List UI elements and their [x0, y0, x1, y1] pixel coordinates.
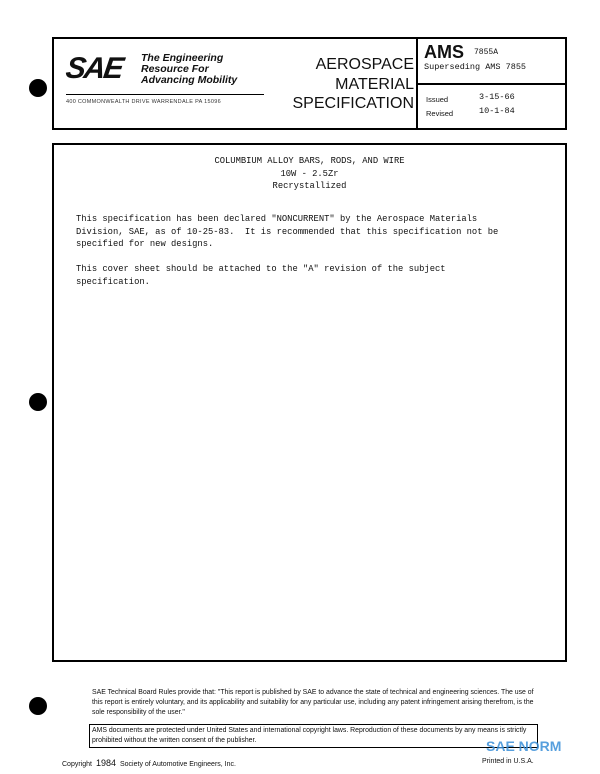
- tagline: [141, 53, 237, 86]
- ams-label: AMS: [424, 42, 464, 62]
- address: 400 COMMONWEALTH DRIVE WARRENDALE PA 15096: [66, 99, 221, 105]
- issued-date: 3-15-66: [479, 92, 515, 102]
- title-line: MATERIAL: [335, 75, 414, 93]
- divider: [66, 94, 264, 95]
- paragraph: This cover sheet should be attached to the "A" revision of the subject specification.: [76, 264, 446, 287]
- divider: [416, 83, 565, 85]
- society: Society of Automotive Engineers, Inc.: [120, 761, 236, 768]
- printed-in: Printed in U.S.A.: [482, 758, 534, 765]
- watermark: SAE NORM: [486, 738, 562, 754]
- superseding: Superseding AMS 7855: [424, 62, 527, 72]
- issued-label: Issued: [426, 95, 449, 104]
- ams-number: 7855A: [474, 48, 499, 57]
- punch-hole: [29, 79, 47, 97]
- revised-date: 10-1-84: [479, 106, 515, 116]
- sae-logo: SAE: [63, 52, 125, 85]
- punch-hole: [29, 393, 47, 411]
- copyright-notice: AMS documents are protected under United States and international copyright laws. Reproduction of these documents by any means is strictly prohibited without the written consent of the publisher.: [89, 724, 538, 748]
- subject-line: 10W - 2.5Zr: [280, 168, 339, 179]
- spec-header: [52, 37, 567, 130]
- punch-hole: [29, 697, 47, 715]
- title-line: SPECIFICATION: [292, 95, 414, 112]
- paragraph: This specification has been declared "NONCURRENT" by the Aerospace Materials Division, SAE, as of 10-25-83. It is recommended that this specification not be specified for new designs.: [76, 214, 499, 249]
- board-rules: SAE Technical Board Rules provide that: "This report is published by SAE to advance the state of technical and engineering sciences. The use of this report is entirely voluntary, and its applicability and suitability for any particular use, including any patent infringement arising therefrom, is the sole responsibility of the user.": [92, 689, 534, 716]
- doc-type-title: [279, 55, 414, 114]
- subject-line: COLUMBIUM ALLOY BARS, RODS, AND WIRE: [214, 156, 405, 166]
- copyright-label: Copyright: [62, 761, 92, 768]
- subject-line: Recrystallized: [272, 181, 347, 191]
- tagline-line: The Engineering: [141, 52, 224, 64]
- title-line: AEROSPACE: [315, 56, 414, 73]
- copyright: [62, 758, 236, 768]
- copyright-year: 1984: [95, 758, 116, 768]
- revised-label: Revised: [426, 109, 454, 118]
- tagline-line: Advancing Mobility: [141, 74, 238, 86]
- tagline-line: Resource For: [141, 63, 209, 75]
- main-content: [52, 143, 567, 662]
- subject: [54, 155, 565, 193]
